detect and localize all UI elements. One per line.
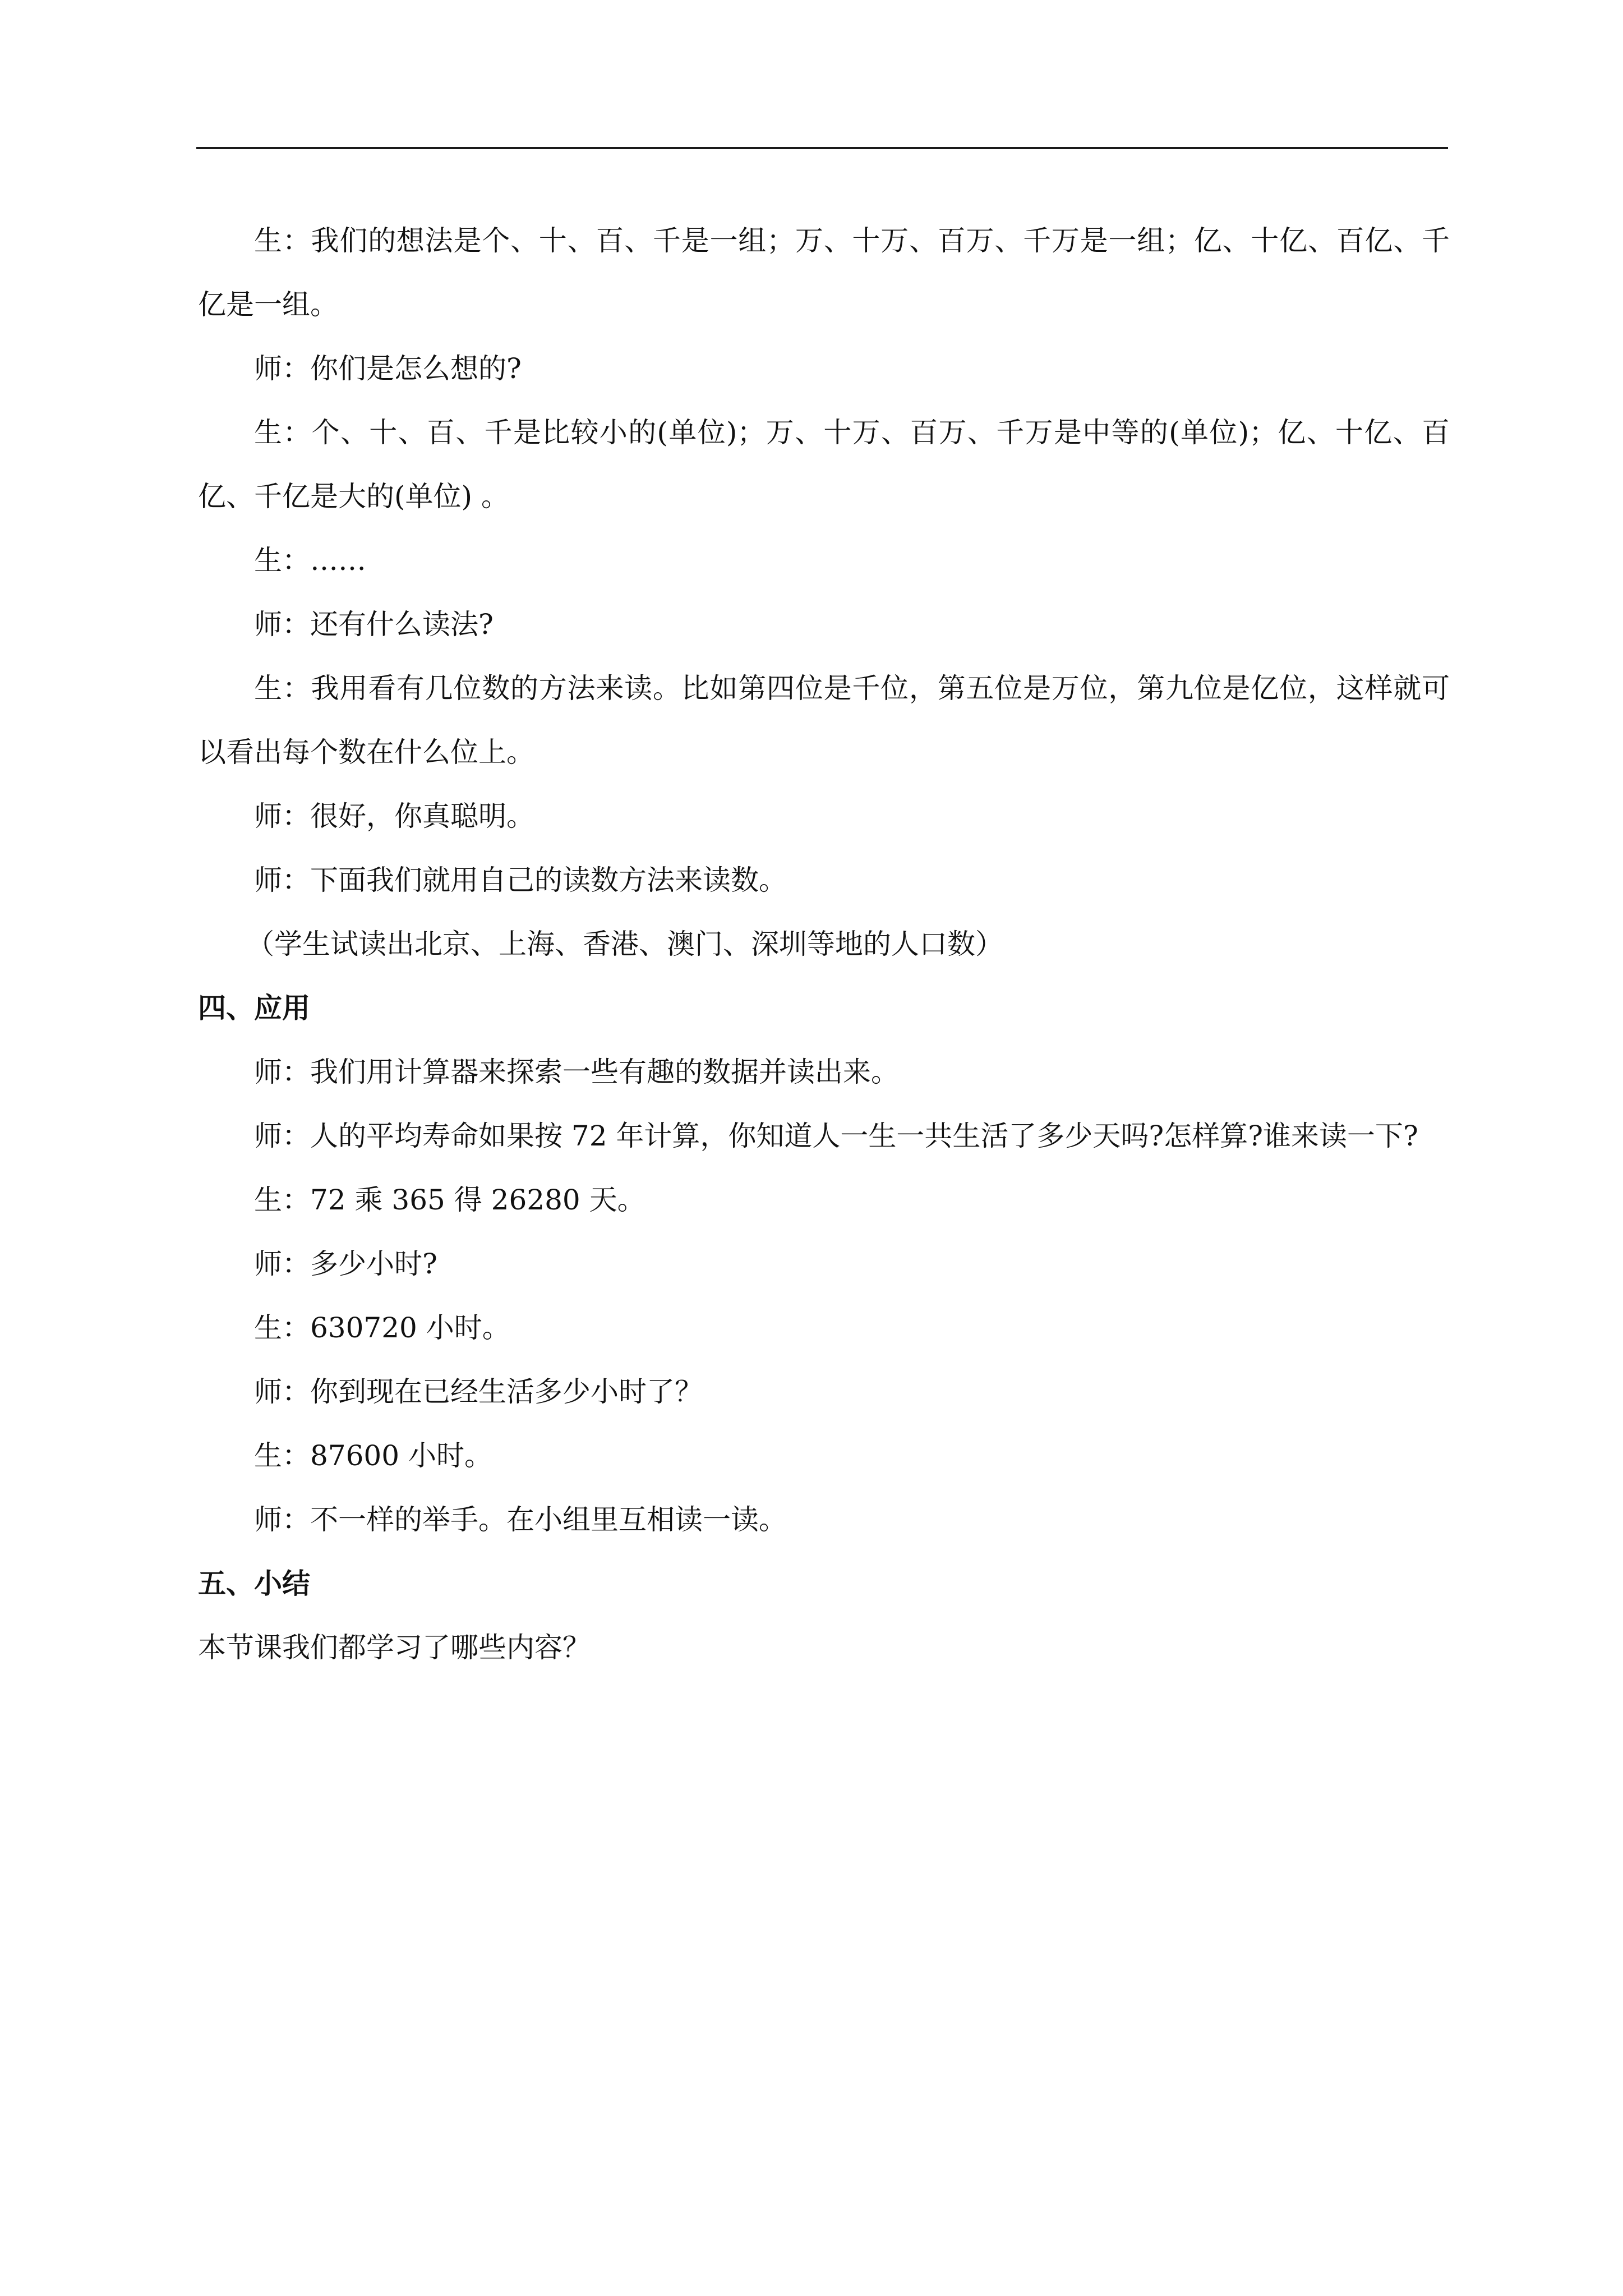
closing-question: 本节课我们都学习了哪些内容？ xyxy=(198,1631,591,1664)
paragraph: 师：你们是怎么想的? xyxy=(254,352,522,385)
stage-note: （学生试读出北京、上海、香港、澳门、深圳等地的人口数） xyxy=(246,928,1003,960)
paragraph: 师：多少小时? xyxy=(254,1248,437,1280)
paragraph: 师：下面我们就用自己的读数方法来读数。 xyxy=(254,864,787,896)
paragraph: 师：还有什么读法? xyxy=(254,608,494,641)
section-heading-application: 四、应用 xyxy=(198,992,310,1024)
paragraph: 生：87600 小时。 xyxy=(254,1439,492,1472)
paragraph: 师：很好，你真聪明。 xyxy=(254,800,534,832)
paragraph: 生：…… xyxy=(254,544,366,577)
paragraph: 师：人的平均寿命如果按 72 年计算，你知道人一生一共生活了多少天吗?怎样算?谁来读一下? xyxy=(254,1120,1418,1152)
document-body xyxy=(198,209,1450,1680)
section-heading-summary: 五、小结 xyxy=(198,1567,310,1600)
paragraph: 师：不一样的举手。在小组里互相读一读。 xyxy=(254,1503,787,1536)
paragraph: 师：你到现在已经生活多少小时了？ xyxy=(254,1375,703,1408)
header-rule xyxy=(196,147,1448,149)
paragraph: 生：个、十、百、千是比较小的(单位)；万、十万、百万、千万是中等的(单位)；亿、十亿、百亿、千亿是大的(单位) 。 xyxy=(198,416,1450,513)
paragraph: 生：72 乘 365 得 26280 天。 xyxy=(254,1184,645,1216)
paragraph: 生：630720 小时。 xyxy=(254,1312,510,1344)
paragraph: 生：我用看有几位数的方法来读。比如第四位是千位，第五位是万位，第九位是亿位，这样就可以看出每个数在什么位上。 xyxy=(198,672,1450,769)
paragraph: 师：我们用计算器来探索一些有趣的数据并读出来。 xyxy=(254,1056,899,1088)
paragraph: 生：我们的想法是个、十、百、千是一组；万、十万、百万、千万是一组；亿、十亿、百亿、千亿是一组。 xyxy=(198,224,1450,321)
